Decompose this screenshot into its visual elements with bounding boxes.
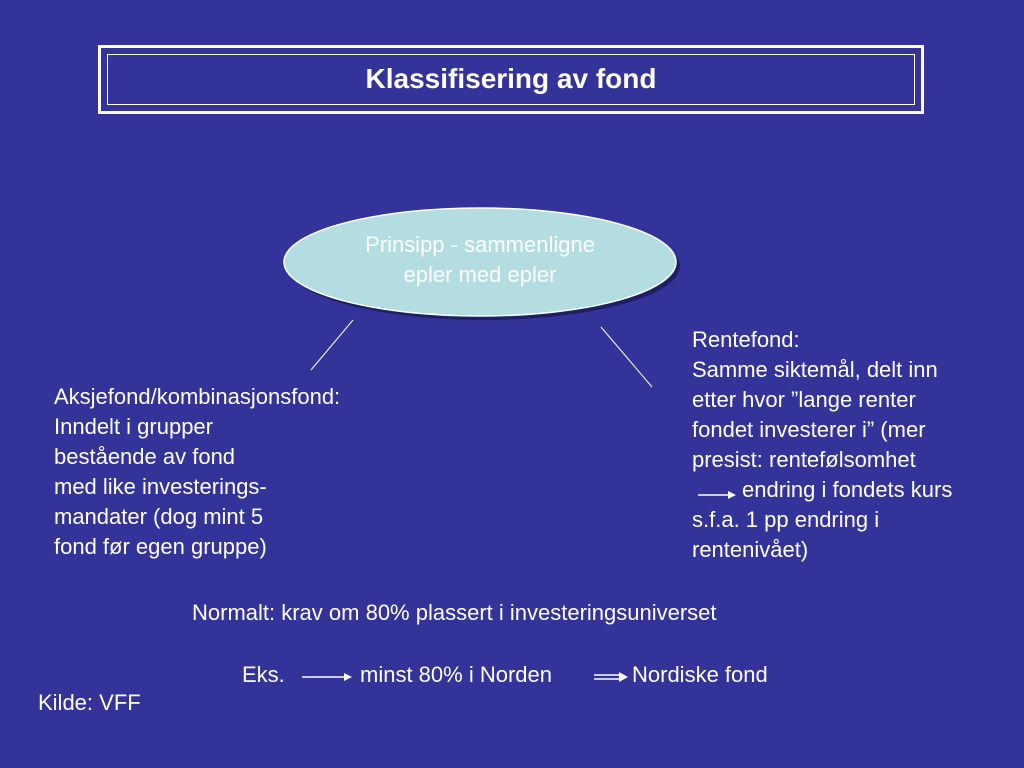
ellipse-line-2: epler med epler [403, 262, 557, 287]
bond-line: endring i fondets kurs [742, 477, 953, 502]
bond-line: presist: rentefølsomhet [692, 447, 916, 472]
bond-line: Rentefond: [692, 327, 800, 352]
source-label: Kilde: VFF [38, 690, 141, 715]
bond-line: s.f.a. 1 pp endring i [692, 507, 880, 532]
double-arrow-icon [594, 672, 628, 682]
equity-line: mandater (dog mint 5 [54, 504, 264, 529]
equity-line: Inndelt i grupper [54, 414, 213, 439]
eks-arrow-icon [302, 673, 352, 681]
equity-line: med like investerings- [54, 474, 267, 499]
bond-line: fondet investerer i” (mer [692, 417, 926, 442]
example-middle: minst 80% i Norden [360, 662, 552, 687]
example-result: Nordiske fond [632, 662, 768, 687]
bond-line: rentenivået) [692, 537, 809, 562]
bond-line: etter hvor ”lange renter [692, 387, 916, 412]
equity-fund-block [54, 382, 340, 562]
ellipse-label [300, 230, 660, 290]
equity-line: fond før egen gruppe) [54, 534, 267, 559]
example-prefix: Eks. [242, 662, 285, 687]
equity-line: bestående av fond [54, 444, 236, 469]
ellipse-line-1: Prinsipp - sammenligne [365, 232, 595, 257]
connector-right [601, 327, 652, 387]
equity-line: Aksjefond/kombinasjonsfond: [54, 384, 341, 409]
normal-requirement-text: Normalt: krav om 80% plassert i investeringsuniverset [192, 600, 717, 625]
connector-left [311, 320, 353, 370]
bond-line: Samme siktemål, delt inn [692, 357, 938, 382]
slide-title: Klassifisering av fond [365, 62, 657, 94]
bond-fund-block [692, 325, 952, 565]
